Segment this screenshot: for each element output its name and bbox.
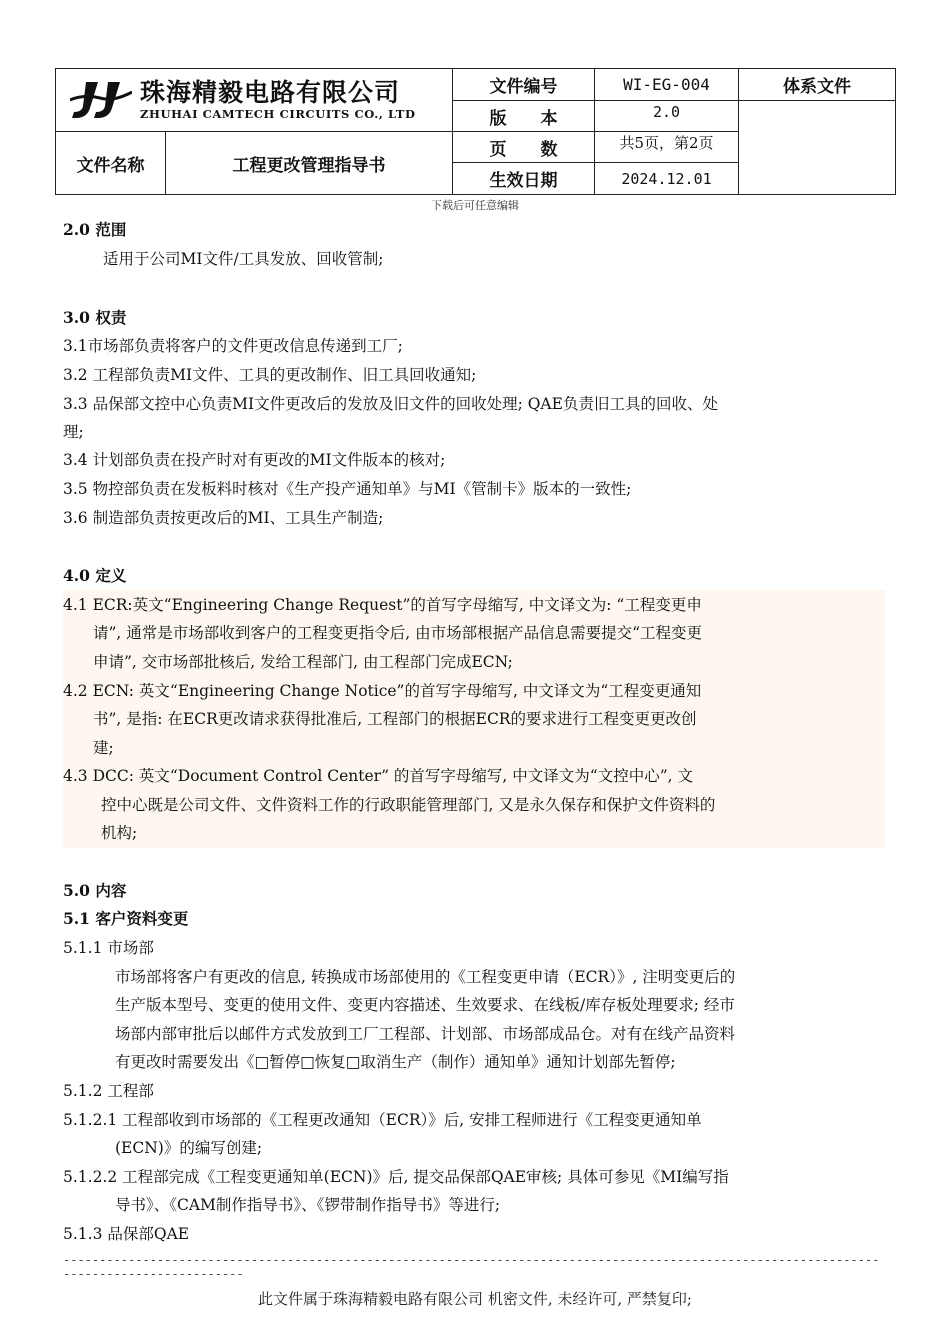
doc-no-label: 文件编号 [453, 69, 595, 101]
body-line: 建; [93, 739, 114, 757]
body-line: 5.1.3 品保部QAE [63, 1225, 190, 1243]
body-line: 5.1.1 市场部 [63, 939, 154, 957]
body-line: 4.1 ECR:英文“Engineering Change Request”的首写字母缩写, 中文译文为: “工程变更申 [63, 596, 702, 614]
body-line: 有更改时需要发出《□暂停□恢复□取消生产（制作）通知单》通知计划部先暂停; [115, 1053, 676, 1071]
doc-name-label: 文件名称 [56, 132, 166, 194]
section-heading-scope: 2.0 范围 [63, 220, 127, 239]
document-header-table [55, 68, 896, 195]
body-line: 书”, 是指: 在ECR更改请求获得批准后, 工程部门的根据ECR的要求进行工程变更更改创 [93, 710, 697, 728]
pages-value: 共5页，第2页 [595, 132, 739, 163]
edit-note: 下载后可任意编辑 [431, 199, 519, 212]
pages-label: 页 数 [453, 132, 595, 163]
company-logo-cell [56, 69, 453, 132]
body-line: 场部内部审批后以邮件方式发放到工厂工程部、计划部、市场部成品仓。对有在线产品资料 [115, 1025, 736, 1043]
footer-divider: ------------------------------------------------------------------------------------------------------------------------------------------ [63, 1253, 880, 1277]
body-line: 机构; [101, 824, 138, 842]
body-line: 3.1市场部负责将客户的文件更改信息传递到工厂; [63, 337, 403, 355]
body-line: 请”, 通常是市场部收到客户的工程变更指令后, 由市场部根据产品信息需要提交“工程变更 [93, 624, 703, 642]
effective-date-value: 2024.12.01 [595, 163, 739, 194]
body-line: 3.2 工程部负责MI文件、工具的更改制作、旧工具回收通知; [63, 366, 477, 384]
body-line: 5.1.2.2 工程部完成《工程变更通知单(ECN)》后, 提交品保部QAE审核; 具体可参见《MI编写指 [63, 1168, 729, 1186]
body-line: 4.3 DCC: 英文“Document Control Center” 的首写字母缩写, 中文译文为“文控中心”, 文 [63, 767, 693, 785]
body-line: 3.4 计划部负责在投产时对有更改的MI文件版本的核对; [63, 451, 446, 469]
doc-name-value: 工程更改管理指导书 [166, 132, 453, 194]
footer-confidential-note: 此文件属于珠海精毅电路有限公司 机密文件, 未经许可, 严禁复印; [258, 1290, 692, 1308]
doc-no-value: WI-EG-004 [595, 69, 739, 101]
body-line: 5.1.2.1 工程部收到市场部的《工程更改通知（ECR）》后, 安排工程师进行《工程变更通知单 [63, 1111, 702, 1129]
section-heading-definitions: 4.0 定义 [63, 566, 127, 585]
body-line: 导书》、《CAM制作指导书》、《锣带制作指导书》等进行; [115, 1196, 501, 1214]
subsection-heading: 5.1 客户资料变更 [63, 909, 189, 928]
body-line: 理; [63, 423, 84, 441]
body-line: 生产版本型号、变更的使用文件、变更内容描述、生效要求、在线板/库存板处理要求; 经市 [115, 996, 735, 1014]
effective-date-label: 生效日期 [453, 163, 595, 194]
body-line: 5.1.2 工程部 [63, 1082, 154, 1100]
body-line: 3.6 制造部负责按更改后的MI、工具生产制造; [63, 509, 384, 527]
body-line: 控中心既是公司文件、文件资料工作的行政职能管理部门, 又是永久保存和保护文件资料的 [101, 796, 716, 814]
body-line: 市场部将客户有更改的信息, 转换成市场部使用的《工程变更申请（ECR）》, 注明变更后的 [115, 968, 736, 986]
section-heading-responsibility: 3.0 权责 [63, 308, 127, 327]
body-line: (ECN)》的编写创建; [115, 1139, 263, 1157]
company-name-cn: 珠海精毅电路有限公司 [140, 77, 401, 107]
company-logo-icon [70, 80, 132, 120]
version-value: 2.0 [595, 101, 739, 132]
system-doc-label: 体系文件 [739, 69, 895, 101]
body-line: 申请”, 交市场部批核后, 发给工程部门, 由工程部门完成ECN; [93, 653, 513, 671]
body-line: 适用于公司MI文件/工具发放、回收管制; [103, 250, 384, 268]
company-name-en: ZHUHAI CAMTECH CIRCUITS CO., LTD [140, 107, 416, 122]
section-heading-content: 5.0 内容 [63, 881, 127, 900]
body-line: 3.3 品保部文控中心负责MI文件更改后的发放及旧文件的回收处理; QAE负责旧工具的回收、处 [63, 395, 718, 413]
body-line: 3.5 物控部负责在发板料时核对《生产投产通知单》与MI《管制卡》版本的一致性; [63, 480, 632, 498]
body-line: 4.2 ECN: 英文“Engineering Change Notice”的首写字母缩写, 中文译文为“工程变更通知 [63, 682, 702, 700]
version-label: 版 本 [453, 101, 595, 132]
